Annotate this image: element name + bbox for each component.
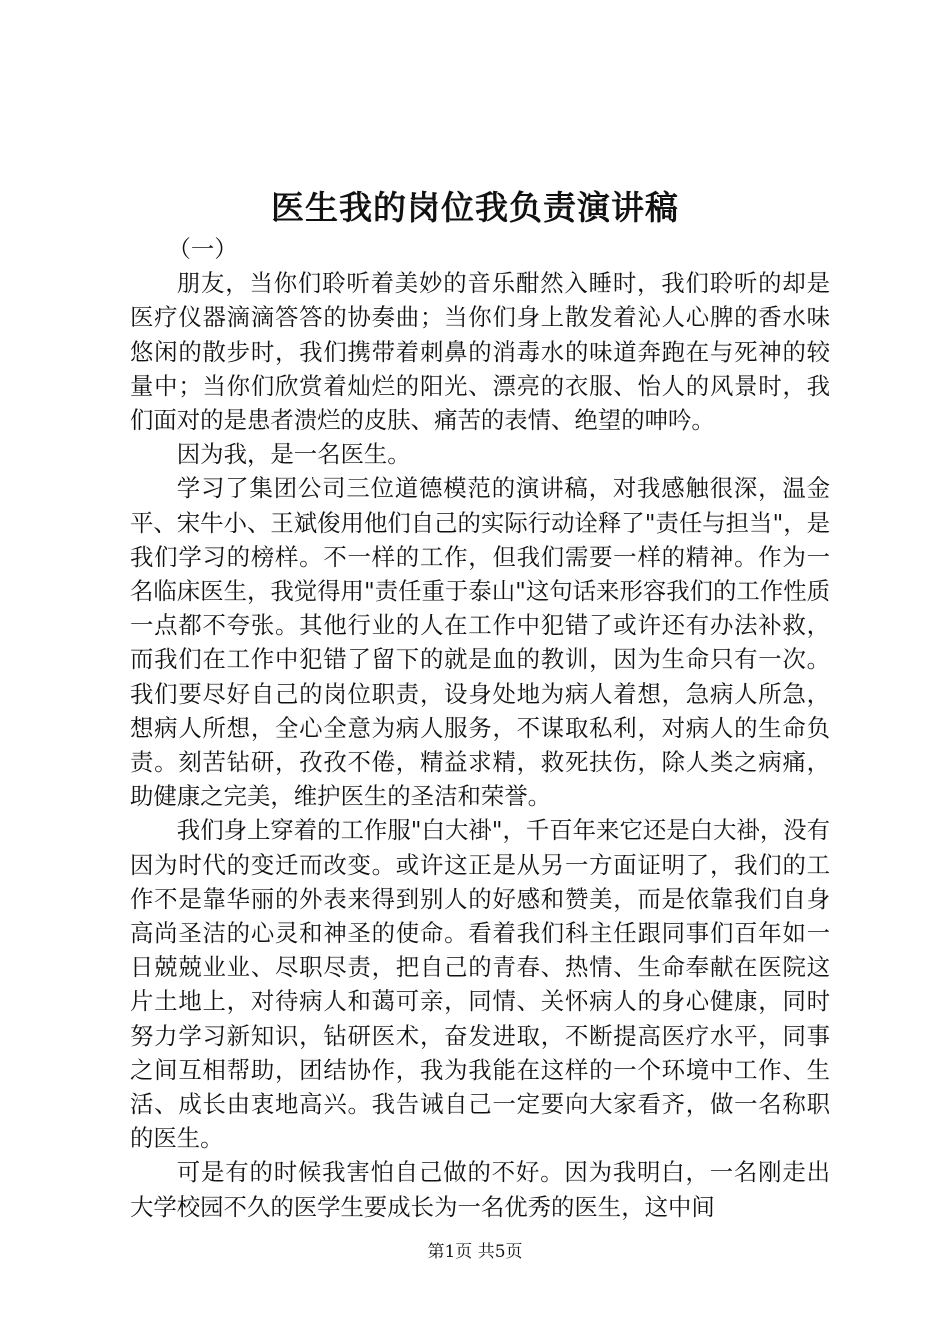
paragraph: 我们身上穿着的工作服"白大褂"，千百年来它还是白大褂，没有因为时代的变迁而改变。或许这正是从另一方面证明了，我们的工作不是靠华丽的外表来得到别人的好感和赞美，而是依靠我们自身高尚圣洁的心灵和神圣的使命。看着我们科主任跟同事们百年如一日兢兢业业、尽职尽责，把自己的青春、热情、生命奉献在医院这片土地上，对待病人和蔼可亲，同情、关怀病人的身心健康，同时努力学习新知识，钻研医术，奋发进取，不断提高医疗水平，同事之间互相帮助，团结协作，我为我能在这样的一个环境中工作、生活、成长由衷地高兴。我告诫自己一定要向大家看齐，做一名称职的医生。 <box>130 816 830 1153</box>
paragraph: 因为我，是一名医生。 <box>176 440 411 469</box>
paragraph: 可是有的时候我害怕自己做的不好。因为我明白，一名刚走出大学校园不久的医学生要成长为一名优秀的医生，这中间 <box>130 1158 830 1221</box>
section-label: （一） <box>167 235 238 263</box>
page-footer: 第1页 共5页 <box>427 1242 523 1262</box>
paragraph: 朋友，当你们聆听着美妙的音乐酣然入睡时，我们聆听的却是医疗仪器滴滴答答的协奏曲；当你们身上散发着沁人心脾的香水味悠闲的散步时，我们携带着刺鼻的消毒水的味道奔跑在与死神的较量中；当你们欣赏着灿烂的阳光、漂亮的衣服、怡人的风景时，我们面对的是患者溃烂的皮肤、痛苦的表情、绝望的呻吟。 <box>130 269 830 435</box>
paragraph: 学习了集团公司三位道德模范的演讲稿，对我感触很深，温金平、宋牛小、王斌俊用他们自己的实际行动诠释了"责任与担当"，是我们学习的榜样。不一样的工作，但我们需要一样的精神。作为一名临床医生，我觉得用"责任重于泰山"这句话来形容我们的工作性质一点都不夸张。其他行业的人在工作中犯错了或许还有办法补救，而我们在工作中犯错了留下的就是血的教训，因为生命只有一次。我们要尽好自己的岗位职责，设身处地为病人着想，急病人所急，想病人所想，全心全意为病人服务，不谋取私利，对病人的生命负责。刻苦钻研，孜孜不倦，精益求精，救死扶伤，除人类之病痛，助健康之完美，维护医生的圣洁和荣誉。 <box>130 474 830 811</box>
document-body <box>130 232 830 1224</box>
document-title: 医生我的岗位我负责演讲稿 <box>271 188 679 227</box>
